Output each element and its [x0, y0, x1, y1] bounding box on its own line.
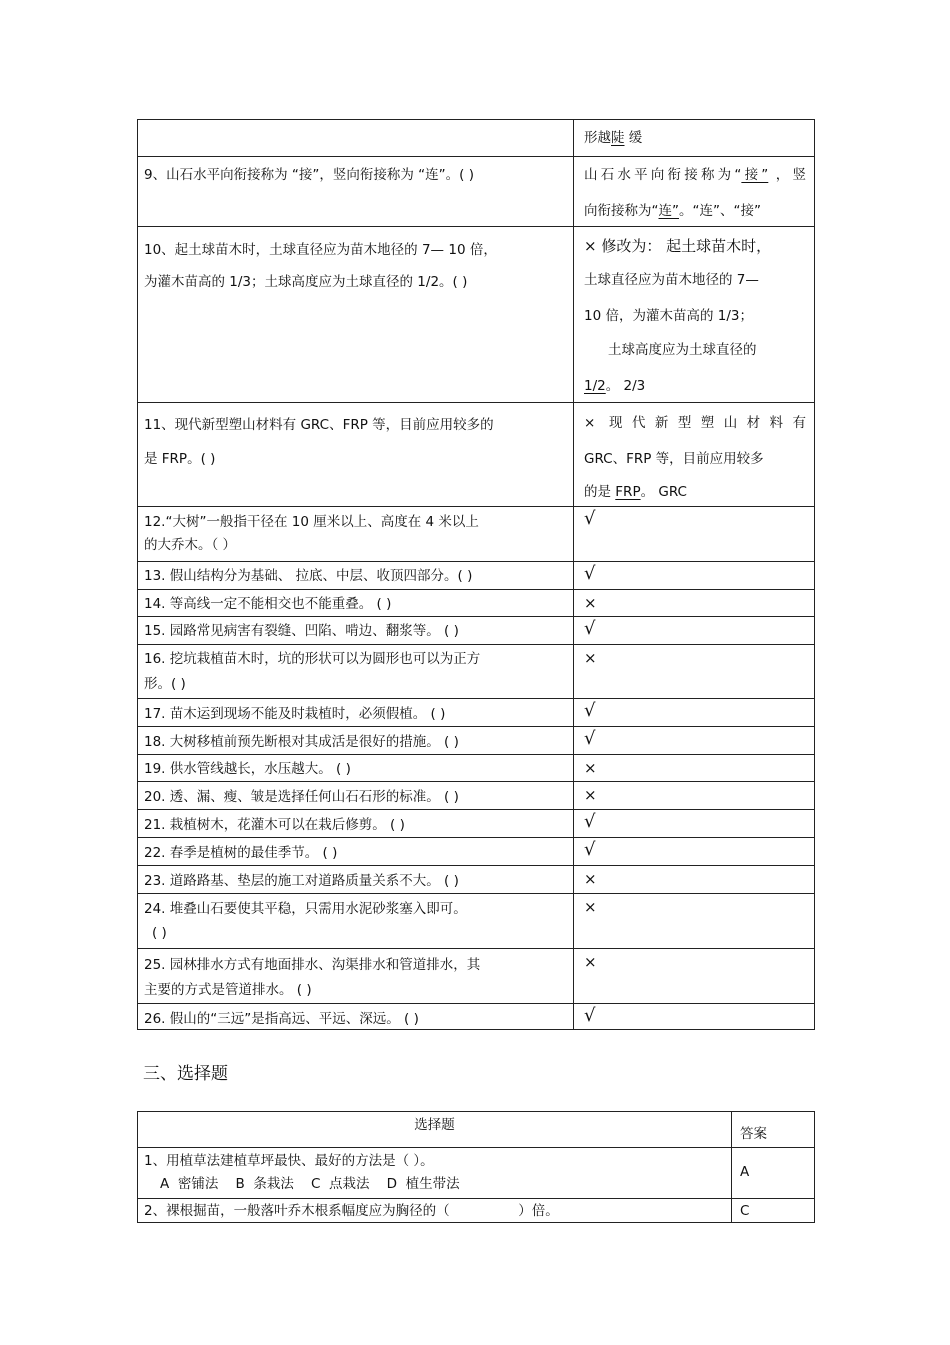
- answer-cell: 山石水平向衔接称为“接” ，竖 向衔接称为“连”。“连”、“接”: [574, 157, 815, 227]
- question-cell: 10、起土球苗木时，土球直径应为苗木地径的 7— 10 倍， 为灌木苗高的 1/3；土球高度应为土球直径的 1/2。( ): [138, 227, 574, 403]
- question-cell: 26. 假山的“三远”是指高远、平远、深远。 ( ): [138, 1004, 574, 1030]
- answer-cell: [574, 645, 815, 699]
- table-row: [138, 782, 815, 810]
- table-row: [138, 1199, 815, 1223]
- question-cell: 11、现代新型塑山材料有 GRC、FRP 等，目前应用较多的 是 FRP。( ): [138, 403, 574, 507]
- table-row: [138, 838, 815, 866]
- table-row: [138, 157, 815, 227]
- check-icon: √: [584, 811, 596, 832]
- table-row: [138, 120, 815, 157]
- question-cell: 18. 大树移植前预先断根对其成活是很好的措施。 ( ): [138, 727, 574, 755]
- question-cell: 20. 透、漏、瘦、皱是选择任何山石石形的标准。 ( ): [138, 782, 574, 810]
- section-title: 三、选择题: [143, 1064, 228, 1084]
- answer-cell: [574, 866, 815, 894]
- answer-cell: A: [732, 1148, 815, 1199]
- table-row: [138, 727, 815, 755]
- header-answer: 答案: [732, 1112, 815, 1148]
- true-false-table: [137, 119, 815, 1030]
- question-cell: 22. 春季是植树的最佳季节。 ( ): [138, 838, 574, 866]
- check-icon: √: [584, 1005, 596, 1026]
- answer-cell: [574, 838, 815, 866]
- table-row: [138, 227, 815, 403]
- answer-cell: [574, 699, 815, 727]
- table-row: [138, 1148, 815, 1199]
- answer-cell: [574, 590, 815, 617]
- multiple-choice-table: [137, 1111, 815, 1223]
- question-cell: 25. 园林排水方式有地面排水、沟渠排水和管道排水，其 主要的方式是管道排水。 ( ): [138, 949, 574, 1004]
- table-row: [138, 562, 815, 590]
- cross-icon: ×: [584, 953, 597, 971]
- answer-cell: × 现代新型塑山材料有 GRC、FRP 等，目前应用较多 的是 FRP。 GRC: [574, 403, 815, 507]
- answer-cell: [574, 562, 815, 590]
- question-cell: 17. 苗木运到现场不能及时栽植时，必须假植。 ( ): [138, 699, 574, 727]
- table-header-row: [138, 1112, 815, 1148]
- table-row: [138, 866, 815, 894]
- check-icon: √: [584, 700, 596, 721]
- question-cell: 19. 供水管线越长，水压越大。 ( ): [138, 755, 574, 782]
- table-row: [138, 699, 815, 727]
- table-row: [138, 617, 815, 645]
- table-row: [138, 590, 815, 617]
- answer-cell: [574, 507, 815, 562]
- answer-cell: [574, 617, 815, 645]
- question-cell: 21. 栽植树木，花灌木可以在栽后修剪。 ( ): [138, 810, 574, 838]
- check-icon: √: [584, 618, 596, 639]
- check-icon: √: [584, 508, 596, 529]
- question-cell: 1、用植草法建植草坪最快、最好的方法是（ ）。 A 密铺法 B 条栽法 C 点栽法 D 植生带法: [138, 1148, 732, 1199]
- question-cell: 2、裸根掘苗，一般落叶乔木根系幅度应为胸径的（ ）倍。: [138, 1199, 732, 1223]
- question-cell: 15. 园路常见病害有裂缝、凹陷、啃边、翻浆等。 ( ): [138, 617, 574, 645]
- table-row: [138, 949, 815, 1004]
- header-question: 选择题: [138, 1112, 732, 1148]
- answer-cell: [574, 782, 815, 810]
- cross-icon: ×: [584, 649, 597, 667]
- question-cell: 13. 假山结构分为基础、 拉底、中层、收顶四部分。( ): [138, 562, 574, 590]
- question-cell: 24. 堆叠山石要使其平稳，只需用水泥砂浆塞入即可。 ( ): [138, 894, 574, 949]
- cross-icon: ×: [584, 759, 597, 777]
- answer-cell: C: [732, 1199, 815, 1223]
- answer-cell: × 修改为： 起土球苗木时， 土球直径应为苗木地径的 7— 10 倍，为灌木苗高的 1/3； 土球高度应为土球直径的 1/2。 2/3: [574, 227, 815, 403]
- answer-cell: 形越陡 缓: [574, 120, 815, 157]
- question-cell: 23. 道路路基、垫层的施工对道路质量关系不大。 ( ): [138, 866, 574, 894]
- check-icon: √: [584, 839, 596, 860]
- table-row: [138, 810, 815, 838]
- answer-cell: [574, 810, 815, 838]
- question-cell: 14. 等高线一定不能相交也不能重叠。 ( ): [138, 590, 574, 617]
- cross-icon: ×: [584, 870, 597, 888]
- answer-cell: [574, 894, 815, 949]
- answer-cell: [574, 727, 815, 755]
- question-cell: 9、山石水平向衔接称为 “接”，竖向衔接称为 “连”。( ): [138, 157, 574, 227]
- answer-cell: [574, 755, 815, 782]
- answer-cell: [574, 949, 815, 1004]
- table-row: [138, 645, 815, 699]
- cross-icon: ×: [584, 786, 597, 804]
- answer-cell: [574, 1004, 815, 1030]
- question-cell: [138, 120, 574, 157]
- check-icon: √: [584, 728, 596, 749]
- table-row: [138, 1004, 815, 1030]
- cross-icon: ×: [584, 594, 597, 612]
- check-icon: √: [584, 563, 596, 584]
- cross-icon: ×: [584, 898, 597, 916]
- question-cell: 16. 挖坑栽植苗木时，坑的形状可以为圆形也可以为正方 形。( ): [138, 645, 574, 699]
- question-cell: 12.“大树”一般指干径在 10 厘米以上、高度在 4 米以上 的大乔木。（ ）: [138, 507, 574, 562]
- table-row: [138, 894, 815, 949]
- table-row: [138, 403, 815, 507]
- table-row: [138, 755, 815, 782]
- table-row: [138, 507, 815, 562]
